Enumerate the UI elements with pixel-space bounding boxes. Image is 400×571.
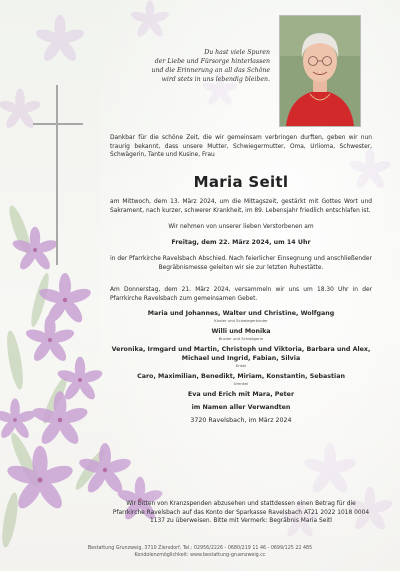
poem-line: der Liebe und Fürsorge hinterlassen (154, 58, 270, 65)
cross-icon (33, 85, 83, 265)
donation-notice: Wir bitten von Kranzspenden abzusehen und stattdessen einen Betrag für die Pfarrkirche Ravelsbach auf das Konto der Sparkasse Ravelsbach AT21 2022 1018 0004 1137 zu überweisen. Bitte mit Vermerk: Begräbnis Maria Seitl (112, 501, 370, 524)
funeral-home-footer (0, 545, 400, 559)
family-group (110, 416, 372, 425)
family-list (110, 309, 372, 429)
family-names: Maria und Johannes, Walter und Christine, Wolfgang (147, 310, 335, 317)
family-names: Willi und Monika (211, 328, 271, 335)
funeral-date: Freitag, dem 22. März 2024, um 14 Uhr (171, 239, 311, 246)
family-relation: Bruder und Schwägerin (218, 336, 264, 341)
poem-line: Du hast viele Spuren (204, 49, 270, 56)
farewell-intro: Wir nehmen von unserer lieben Verstorbenen am (168, 224, 314, 230)
family-group (110, 345, 372, 368)
family-relation: Urenkel (233, 381, 249, 386)
footer-website: Kondolenzmöglichkeit: www.bestattung-gruenzweig.cc (134, 553, 266, 558)
family-group (110, 309, 372, 323)
family-names: Veronika, Irmgard und Martin, Christoph und Viktoria, Barbara und Alex, Michael und Ingrid, Fabian, Silvia (111, 346, 371, 362)
relatives-names: Eva und Erich mit Mara, Peter (187, 391, 295, 398)
family-group (110, 403, 372, 412)
family-group (110, 327, 372, 341)
thanks-paragraph: Dankbar für die schöne Zeit, die wir gemeinsam verbringen durften, geben wir nun traurig bekannt, dass unsere Mutter, Schwiegermutter, Oma, Urlioma, Schwester, Schwägerin, Tante und Kusine, Frau (110, 135, 372, 158)
family-names: Caro, Maximilian, Benedikt, Miriam, Konstantin, Sebastian (137, 373, 345, 380)
footer-contact: Bestattung Grunzweig, 3710 Ziersdorf, Tel.: 02956/2226 - 0680/219 11 46 - 0699/125 22 485 (87, 546, 313, 551)
family-relation: Kinder und Schwiegerkinder (214, 318, 268, 323)
all-relatives: im Namen aller Verwandten (191, 404, 291, 411)
poem-line: und die Erinnerung an all das Schöne (151, 67, 270, 74)
deceased-name: Maria Seitl (193, 173, 289, 191)
funeral-details: in der Pfarrkirche Ravelsbach Abschied. Nach feierlicher Einsegnung und anschließender Begräbnismesse geleiten wir sie zur letzten Ruhestätte. (110, 256, 372, 271)
family-group (110, 372, 372, 386)
death-notice: am Mittwoch, dem 13. März 2024, um die Mittagszeit, gestärkt mit Gottes Wort und Sakrament, nach kurzer, schwerer Krankheit, im 89. Lebensjahr friedlich entschlafen ist. (110, 199, 372, 214)
portrait-photo (279, 15, 361, 127)
poem-line: wird stets in uns lebendig bleiben. (161, 76, 270, 83)
poem-verse (100, 48, 270, 84)
place-date: 3720 Ravelsbach, im März 2024 (190, 417, 292, 424)
family-group (110, 390, 372, 399)
prayer-notice: Am Donnerstag, dem 21. März 2024, versammeln wir uns um 18.30 Uhr in der Pfarrkirche Ravelsbach zum gemeinsamen Gebet. (110, 287, 372, 302)
family-relation: Enkel (235, 363, 247, 368)
